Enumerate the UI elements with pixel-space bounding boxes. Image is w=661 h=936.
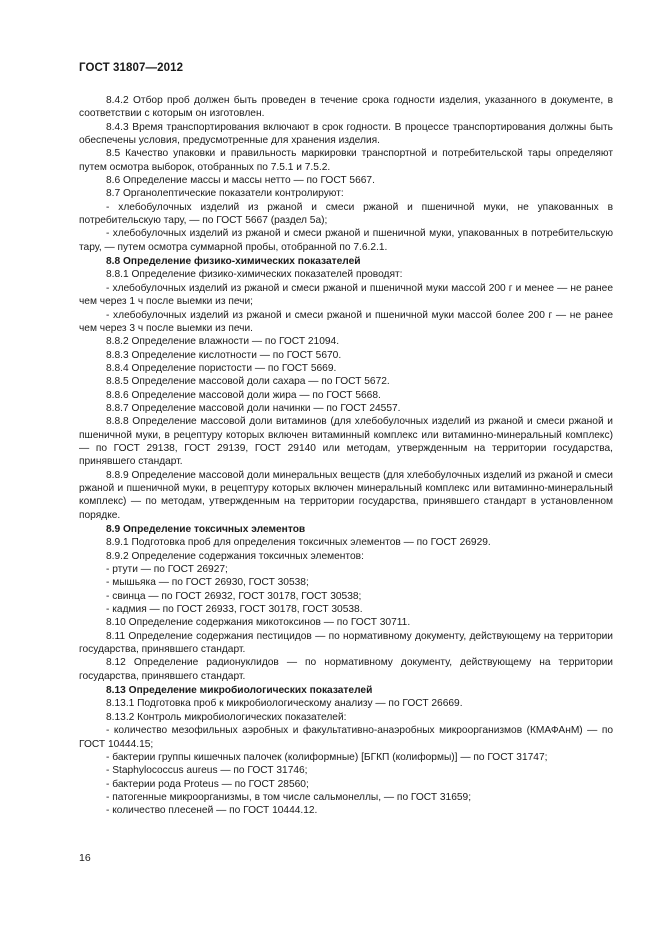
- paragraph-8-7: 8.7 Органолептические показатели контролируют:: [106, 188, 344, 200]
- paragraph-8-8-6: 8.8.6 Определение массовой доли жира — по ГОСТ 5668.: [106, 389, 381, 401]
- paragraph-8-8-8: 8.8.8 Определение массовой доли витаминов (для хлебобулочных изделий из ржаной и смеси ржаной и пшеничной муки, в рецептуру которых включен витаминный комплекс или витаминно-минеральный комплекс) — по ГОСТ 29138, ГОСТ 29139, ГОСТ 29140 или методам, утвержденным на территории государства, принявшего стандарт.: [79, 416, 613, 468]
- list-item: - Staphylococcus aureus — по ГОСТ 31746;: [106, 765, 308, 777]
- paragraph-8-8-1: 8.8.1 Определение физико-химических показателей проводят:: [106, 269, 403, 281]
- section-heading-8-8: 8.8 Определение физико-химических показателей: [106, 256, 361, 268]
- paragraph-8-13-2: 8.13.2 Контроль микробиологических показателей:: [106, 711, 347, 723]
- list-item: - мышьяка — по ГОСТ 26930, ГОСТ 30538;: [106, 577, 309, 589]
- list-item: - количество плесеней — по ГОСТ 10444.12.: [106, 805, 318, 817]
- paragraph-8-5: 8.5 Качество упаковки и правильность маркировки транспортной и потребительской тары определяют путем осмотра выборок, отобранных по 7.5.1 и 7.5.2.: [79, 148, 613, 173]
- paragraph-8-8-7: 8.8.7 Определение массовой доли начинки — по ГОСТ 24557.: [106, 402, 401, 414]
- paragraph-8-8-9: 8.8.9 Определение массовой доли минеральных веществ (для хлебобулочных изделий из ржаной и смеси ржаной и пшеничной муки, в рецептуру которых включен минеральный комплекс или витаминно-минеральный комплекс) — по методам, утвержденным на территории государства, принявшего стандарт в установленном порядке.: [79, 469, 613, 521]
- section-heading-8-13: 8.13 Определение микробиологических показателей: [106, 685, 373, 697]
- list-item: - ртути — по ГОСТ 26927;: [106, 564, 228, 576]
- section-heading-8-9: 8.9 Определение токсичных элементов: [106, 524, 306, 535]
- list-item: - количество мезофильных аэробных и факультативно-анаэробных микроорганизмов (КМАФАнМ) — по ГОСТ 10444.15;: [79, 725, 613, 750]
- document-body: [79, 94, 613, 818]
- page-header-title: ГОСТ 31807—2012: [79, 62, 184, 74]
- list-item: - бактерии рода Proteus — по ГОСТ 28560;: [106, 778, 309, 790]
- page-number: 16: [79, 852, 91, 864]
- list-item: - хлебобулочных изделий из ржаной и смеси ржаной и пшеничной муки, упакованных в потребительскую тару, — путем осмотра суммарной пробы, отобранной по 7.6.2.1.: [79, 228, 613, 253]
- list-item: - бактерии группы кишечных палочек (колиформные) [БГКП (колиформы)] — по ГОСТ 31747;: [106, 751, 548, 763]
- paragraph-8-11: 8.11 Определение содержания пестицидов — по нормативному документу, действующему на территории государства, принявшего стандарт.: [79, 630, 613, 656]
- paragraph-8-8-2: 8.8.2 Определение влажности — по ГОСТ 21094.: [106, 336, 340, 348]
- list-item: - кадмия — по ГОСТ 26933, ГОСТ 30178, ГОСТ 30538.: [106, 604, 363, 616]
- paragraph-8-13-1: 8.13.1 Подготовка проб к микробиологическому анализу — по ГОСТ 26669.: [106, 698, 463, 710]
- paragraph-8-8-3: 8.8.3 Определение кислотности — по ГОСТ 5670.: [106, 349, 342, 361]
- paragraph-8-8-4: 8.8.4 Определение пористости — по ГОСТ 5669.: [106, 362, 337, 374]
- paragraph-8-9-1: 8.9.1 Подготовка проб для определения токсичных элементов — по ГОСТ 26929.: [106, 537, 491, 549]
- list-item: - хлебобулочных изделий из ржаной и смеси ржаной и пшеничной муки, не упакованных в потребительскую тару, — по ГОСТ 5667 (раздел 5а);: [79, 201, 613, 227]
- paragraph-8-6: 8.6 Определение массы и массы нетто — по ГОСТ 5667.: [106, 175, 375, 187]
- paragraph-8-9-2: 8.9.2 Определение содержания токсичных элементов:: [106, 550, 364, 562]
- list-item: - свинца — по ГОСТ 26932, ГОСТ 30178, ГОСТ 30538;: [106, 590, 362, 602]
- list-item: - хлебобулочных изделий из ржаной и смеси ржаной и пшеничной муки массой более 200 г — не ранее чем через 3 ч после выемки из печи.: [79, 309, 613, 334]
- paragraph-8-4-2: 8.4.2 Отбор проб должен быть проведен в течение срока годности изделия, указанного в документе, в соответствии с которым он изготовлен.: [79, 95, 613, 120]
- list-item: - патогенные микроорганизмы, в том числе сальмонеллы, — по ГОСТ 31659;: [106, 791, 472, 803]
- list-item: - хлебобулочных изделий из ржаной и смеси ржаной и пшеничной муки массой 200 г и менее — не ранее чем через 1 ч после выемки из печи;: [79, 282, 613, 308]
- paragraph-8-4-3: 8.4.3 Время транспортирования включают в срок годности. В процессе транспортирования должны быть обеспечены условия, предусмотренные для хранения изделия.: [79, 121, 613, 147]
- paragraph-8-8-5: 8.8.5 Определение массовой доли сахара — по ГОСТ 5672.: [106, 376, 390, 388]
- paragraph-8-10: 8.10 Определение содержания микотоксинов — по ГОСТ 30711.: [106, 617, 411, 629]
- paragraph-8-12: 8.12 Определение радионуклидов — по нормативному документу, действующему на территории государства, принявшего стандарт.: [79, 657, 613, 682]
